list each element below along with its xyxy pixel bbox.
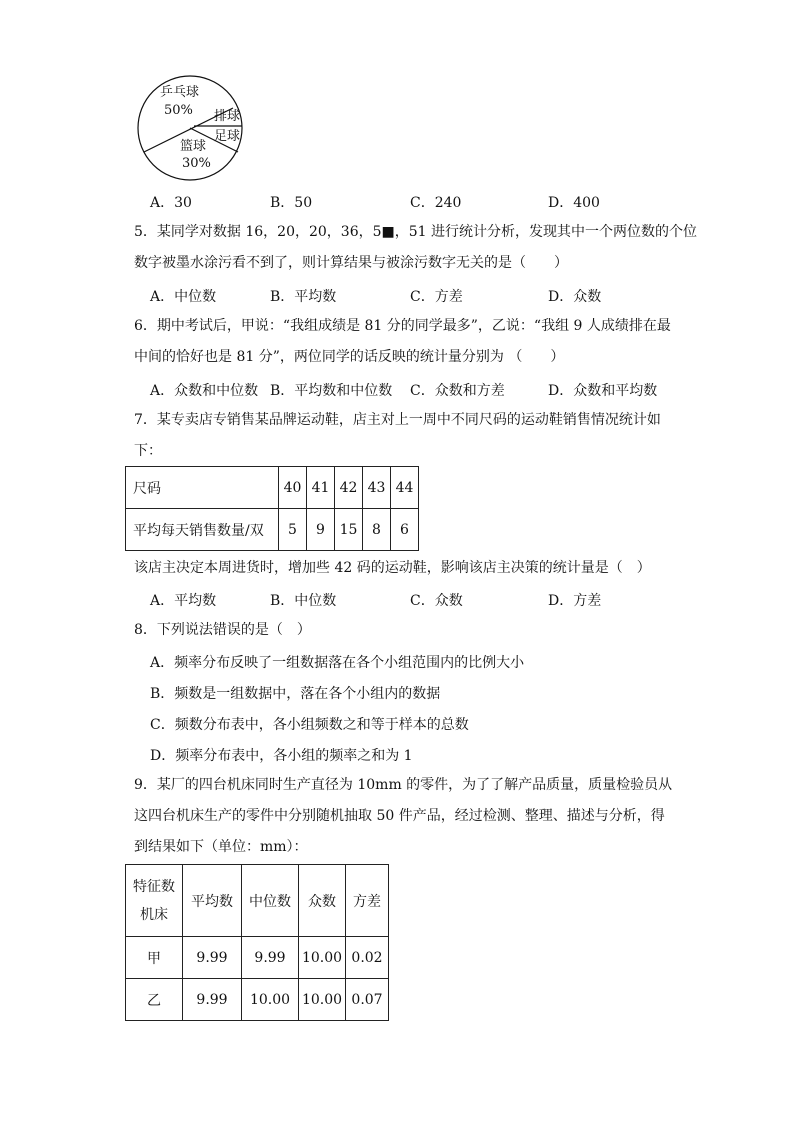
table-cell-machine: 乙 <box>126 979 183 1021</box>
table-cell: 10.00 <box>299 937 346 979</box>
table-header-cell: 方差 <box>346 865 389 937</box>
table-cell: 41 <box>307 467 335 509</box>
q7-option-d: D．方差 <box>548 593 602 609</box>
q7-followup: 该店主决定本周进货时，增加些 42 码的运动鞋，影响该店主决策的统计量是（ ） <box>134 560 651 576</box>
pie-label-basketball: 篮球 <box>180 139 207 154</box>
q5-option-c: C．方差 <box>410 289 463 305</box>
table-cell: 9.99 <box>183 979 242 1021</box>
table-cell: 5 <box>279 509 307 551</box>
q7-stem-line2: 下： <box>134 443 162 459</box>
shoe-sales-table <box>125 466 419 551</box>
pie-pct-pingpong: 50% <box>164 103 193 118</box>
pie-label-football: 足球 <box>214 129 241 144</box>
q8-option-d: D．频率分布表中，各小组的频率之和为 1 <box>150 748 413 764</box>
q6-stem-line2: 中间的恰好也是 81 分”，两位同学的话反映的统计量分别为 （ ） <box>134 349 565 365</box>
table-cell: 9.99 <box>183 937 242 979</box>
q9-stem-line3: 到结果如下（单位：mm）： <box>134 839 308 855</box>
corner-top-label: 特征数 <box>133 878 175 895</box>
table-cell: 9.99 <box>242 937 299 979</box>
q7-option-c: C．众数 <box>410 593 463 609</box>
corner-bottom-label: 机床 <box>140 906 168 923</box>
q9-stem-line1: 9．某厂的四台机床同时生产直径为 10mm 的零件，为了了解产品质量，质量检验员从 <box>134 777 673 793</box>
table-corner-cell <box>126 865 183 937</box>
q7-stem-line1: 7．某专卖店专销售某品牌运动鞋，店主对上一周中不同尺码的运动鞋销售情况统计如 <box>134 412 661 428</box>
table-cell: 42 <box>335 467 363 509</box>
table-cell: 43 <box>363 467 391 509</box>
q8-option-c: C．频数分布表中，各小组频数之和等于样本的总数 <box>150 717 469 733</box>
table-header-cell: 中位数 <box>242 865 299 937</box>
q6-option-a: A．众数和中位数 <box>150 383 259 399</box>
q5-option-a: A．中位数 <box>150 289 217 305</box>
q4-option-c: C．240 <box>410 195 462 211</box>
table-cell: 40 <box>279 467 307 509</box>
machine-stats-table <box>125 864 389 1021</box>
q4-option-b: B．50 <box>270 195 313 211</box>
table-cell: 0.02 <box>346 937 389 979</box>
q6-option-c: C．众数和方差 <box>410 383 505 399</box>
q6-stem-line1: 6．期中考试后，甲说：“我组成绩是 81 分的同学最多”，乙说：“我组 9 人成绩排在最 <box>134 318 671 334</box>
table-cell: 15 <box>335 509 363 551</box>
q7-option-b: B．中位数 <box>270 593 337 609</box>
table-cell-machine: 甲 <box>126 937 183 979</box>
table-cell: 0.07 <box>346 979 389 1021</box>
table-cell: 10.00 <box>242 979 299 1021</box>
table-cell-header: 尺码 <box>126 467 279 509</box>
table-cell: 44 <box>391 467 419 509</box>
table-row <box>126 865 389 937</box>
q5-option-b: B．平均数 <box>270 289 337 305</box>
table-header-cell: 平均数 <box>183 865 242 937</box>
table-cell-header: 平均每天销售数量/双 <box>126 509 279 551</box>
q8-stem: 8．下列说法错误的是（ ） <box>134 622 311 638</box>
q6-option-d: D．众数和平均数 <box>548 383 658 399</box>
q5-option-d: D．众数 <box>548 289 602 305</box>
q8-option-a: A．频率分布反映了一组数据落在各个小组范围内的比例大小 <box>150 655 525 671</box>
q6-option-b: B．平均数和中位数 <box>270 383 393 399</box>
pie-chart <box>130 68 250 188</box>
table-row <box>126 979 389 1021</box>
q5-stem-line1: 5．某同学对数据 16，20，20，36，5■，51 进行统计分析，发现其中一个两位数的个位 <box>134 224 698 240</box>
table-row <box>126 937 389 979</box>
table-cell: 9 <box>307 509 335 551</box>
q8-option-b: B．频数是一组数据中，落在各个小组内的数据 <box>150 686 441 702</box>
q7-option-a: A．平均数 <box>150 593 217 609</box>
q4-option-a: A．30 <box>150 195 192 211</box>
table-cell: 6 <box>391 509 419 551</box>
table-cell: 10.00 <box>299 979 346 1021</box>
q9-stem-line2: 这四台机床生产的零件中分别随机抽取 50 件产品，经过检测、整理、描述与分析，得 <box>134 808 665 824</box>
table-cell: 8 <box>363 509 391 551</box>
table-header-cell: 众数 <box>299 865 346 937</box>
q4-option-d: D．400 <box>548 195 600 211</box>
pie-pct-basketball: 30% <box>182 156 211 171</box>
pie-label-volleyball: 排球 <box>214 109 241 124</box>
pie-label-pingpong: 乒乓球 <box>160 85 200 100</box>
table-row <box>126 509 419 551</box>
table-row <box>126 467 419 509</box>
q5-stem-line2: 数字被墨水涂污看不到了，则计算结果与被涂污数字无关的是（ ） <box>134 255 568 271</box>
